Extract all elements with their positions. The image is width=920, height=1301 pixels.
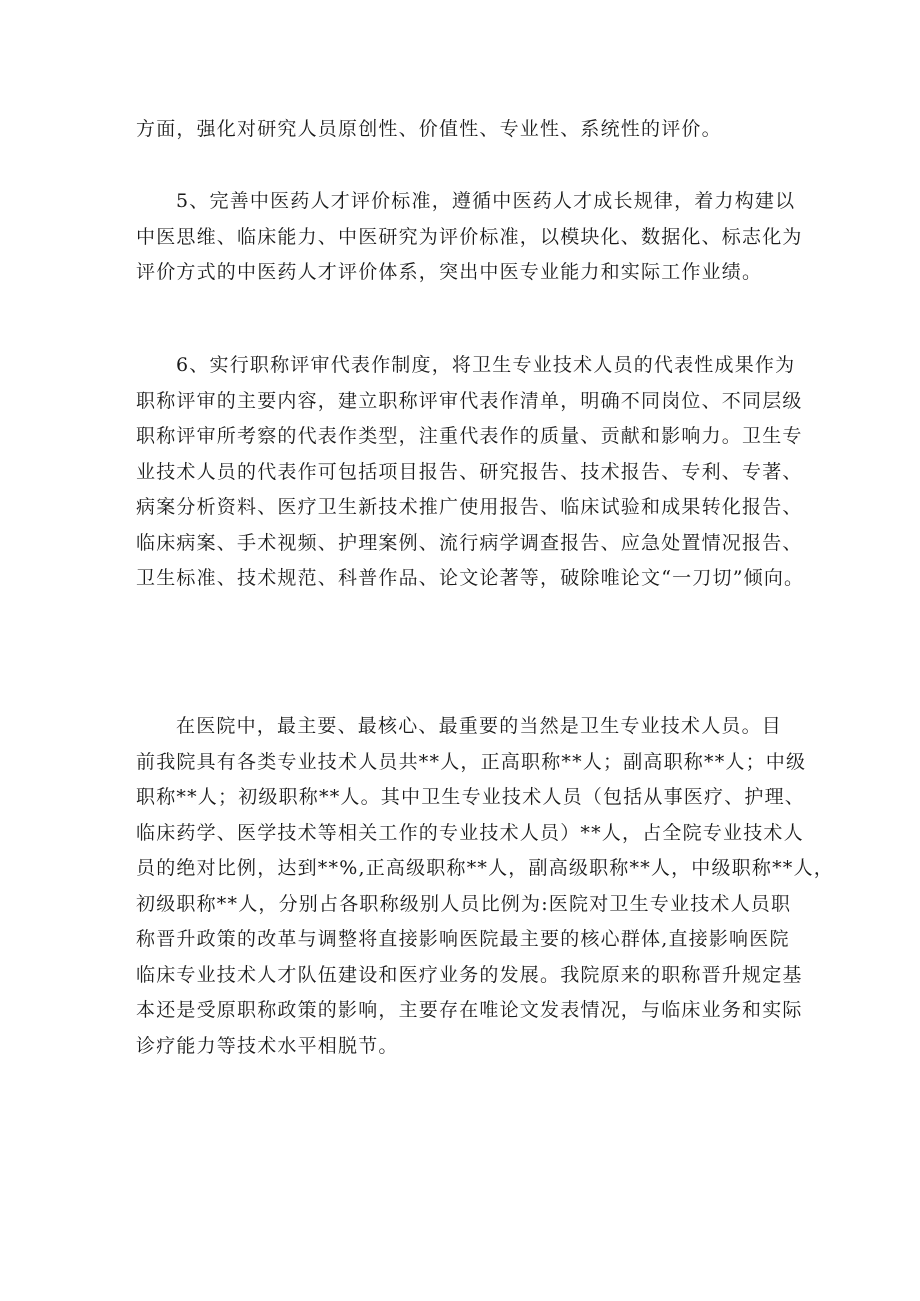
text-line: 评价方式的中医药人才评价体系，突出中医专业能力和实际工作业绩。 (136, 261, 763, 283)
text-line: 临床药学、医学技术等相关工作的专业技术人员）**人，占全院专业技术人 (136, 821, 804, 844)
text-line: 前我院具有各类专业技术人员共**人，正高职称**人；副高职称**人；中级 (136, 750, 807, 773)
text-line: 病案分析资料、医疗卫生新技术推广使用报告、临床试验和成果转化报告、 (136, 496, 803, 518)
text-line: 在医院中，最主要、最核心、最重要的当然是卫生专业技术人员。目 (176, 715, 783, 737)
text-line: 职称**人；初级职称**人。其中卫生专业技术人员（包括从事医疗、护理、 (136, 786, 806, 808)
paragraph-item-5 (136, 184, 803, 291)
paragraph-continued (136, 112, 796, 148)
text-line: 业技术人员的代表作可包括项目报告、研究报告、技术报告、专利、专著、 (136, 460, 803, 483)
text-line: 职称评审的主要内容，建立职称评审代表作清单，明确不同岗位、不同层级 (136, 389, 803, 412)
text-line: 诊疗能力等技术水平相脱节。 (136, 1034, 399, 1057)
text-line: 员的绝对比例，达到**%,正高级职称**人，副高级职称**人，中级职称**人， (136, 857, 834, 879)
text-line: 方面，强化对研究人员原创性、价值性、专业性、系统性的评价。 (136, 118, 722, 140)
text-line: 卫生标准、技术规范、科普作品、论文论著等，破除唯论文“一刀切”倾向。 (136, 567, 805, 589)
text-line: 临床病案、手术视频、护理案例、流行病学调查报告、应急处置情况报告、 (136, 531, 803, 554)
text-line: 6、实行职称评审代表作制度，将卫生专业技术人员的代表性成果作为 (176, 354, 796, 376)
text-line: 称晋升政策的改革与调整将直接影响医院最主要的核心群体,直接影响医院 (136, 928, 790, 950)
paragraph-item-6 (136, 348, 805, 597)
text-line: 初级职称**人，分别占各职称级别人员比例为:医院对卫生专业技术人员职 (136, 892, 792, 915)
paragraph-hospital (136, 709, 834, 1064)
text-line: 职称评审所考察的代表作类型，注重代表作的质量、贡献和影响力。卫生专 (136, 425, 803, 447)
text-line: 5、完善中医药人才评价标准，遵循中医药人才成长规律，着力构建以 (176, 190, 796, 212)
text-line: 临床专业技术人才队伍建设和医疗业务的发展。我院原来的职称晋升规定基 (136, 963, 803, 986)
text-line: 本还是受原职称政策的影响，主要存在唯论文发表情况，与临床业务和实际 (136, 999, 803, 1021)
text-line: 中医思维、临床能力、中医研究为评价标准，以模块化、数据化、标志化为 (136, 225, 803, 248)
